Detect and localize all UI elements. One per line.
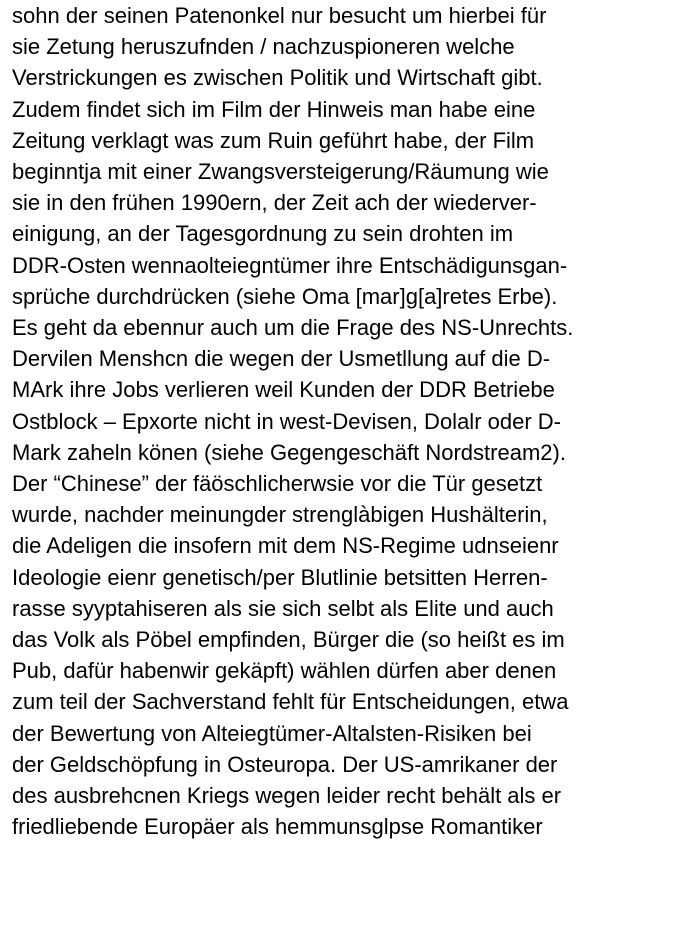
text-line: rasse syyptahiseren als sie sich selbt als Elite und auch [12, 595, 554, 621]
text-line: der Geldschöpfung in Osteuropa. Der US-amrikaner der [12, 751, 558, 777]
text-line: Dervilen Menshcn die wegen der Usmetllung auf die D- [12, 346, 551, 372]
text-line: die Adeligen die insofern mit dem NS-Regime udnseienr [12, 533, 559, 559]
text-line: einigung, an der Tagesgordnung zu sein drohten im [12, 221, 514, 247]
text-line: friedliebende Europäer als hemmunsglpse Romantiker [12, 814, 543, 840]
body-text [12, 0, 680, 842]
text-line: Zeitung verklagt was zum Ruin geführt habe, der Film [12, 127, 535, 153]
text-line: zum teil der Sachverstand fehlt für Entscheidungen, etwa [12, 689, 569, 715]
text-line: Ideologie eienr genetisch/per Blutlinie betsitten Herren- [12, 564, 548, 590]
text-line: DDR-Osten wennaolteiegntümer ihre Entschädigunsgan- [12, 252, 568, 278]
text-line: Der “Chinese” der fäöschlicherwsie vor die Tür gesetzt [12, 471, 543, 497]
text-line: wurde, nachder meinungder strenglàbigen Hushälterin, [12, 502, 548, 528]
text-line: sprüche durchdrücken (siehe Oma [mar]g[a]retes Erbe). [12, 283, 558, 309]
text-line: das Volk als Pöbel empfinden, Bürger die (so heißt es im [12, 627, 565, 653]
text-line: sie in den frühen 1990ern, der Zeit ach der wiederver- [12, 190, 537, 216]
text-line: MArk ihre Jobs verlieren weil Kunden der DDR Betriebe [12, 377, 555, 403]
text-line: Zudem findet sich im Film der Hinweis man habe eine [12, 96, 536, 122]
text-line: Mark zaheln könen (siehe Gegengeschäft Nordstream2). [12, 439, 566, 465]
text-line: beginntja mit einer Zwangsversteigerung/Räumung wie [12, 159, 549, 185]
text-line: der Bewertung von Alteiegtümer-Altalsten-Risiken bei [12, 720, 532, 746]
text-line: Ostblock – Epxorte nicht in west-Devisen, Dolalr oder D- [12, 408, 561, 434]
text-line: des ausbrehcnen Kriegs wegen leider recht behält als er [12, 783, 562, 809]
text-line: sohn der seinen Patenonkel nur besucht um hierbei für [12, 3, 547, 28]
text-line: sie Zetung heruszufnden / nachzuspioneren welche [12, 34, 515, 60]
text-line: Es geht da ebennur auch um die Frage des NS-Unrechts. [12, 315, 574, 341]
text-line: Pub, dafür habenwir gekäpft) wählen dürfen aber denen [12, 658, 557, 684]
text-line: Verstrickungen es zwischen Politik und Wirtschaft gibt. [12, 65, 543, 91]
